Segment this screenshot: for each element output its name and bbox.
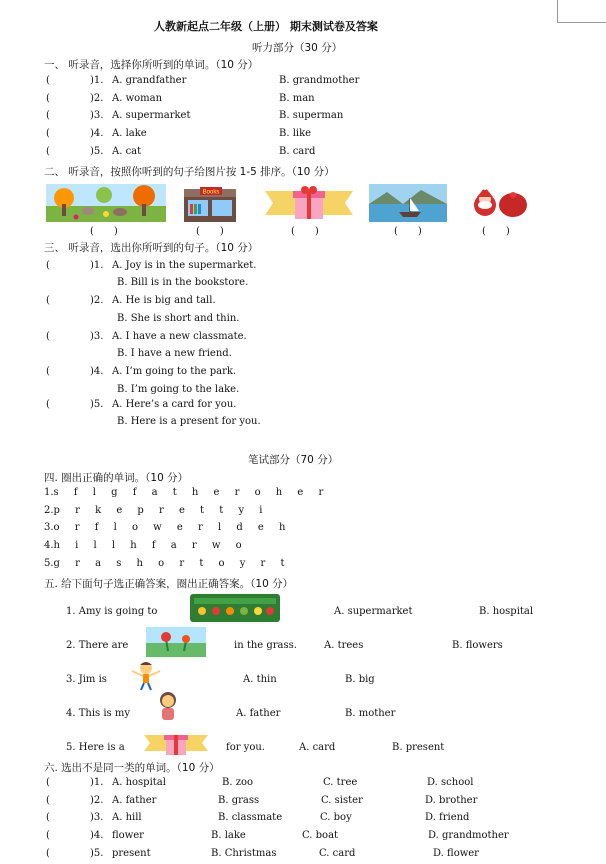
item-number: )4.	[90, 128, 104, 139]
paren: (	[46, 812, 50, 823]
option-a: A. supermarket	[112, 110, 191, 121]
item-number: )5.	[90, 399, 104, 410]
option-c: C. boat	[302, 830, 339, 841]
item-number: )5.	[90, 848, 104, 859]
supermarket-picture	[190, 594, 280, 622]
option-a: A. lake	[112, 128, 147, 139]
option-c: C. tree	[323, 777, 358, 788]
list-item	[44, 487, 323, 498]
option-a: A. Here’s a card for you.	[112, 399, 237, 410]
option-a: A. grandfather	[112, 75, 187, 86]
option-a: A. I have a new classmate.	[112, 331, 247, 342]
paren: (	[46, 128, 50, 139]
list-item	[44, 522, 285, 533]
section-6-heading: 六. 选出不是同一类的单词。（10 分）	[44, 762, 220, 774]
option-b: B. superman	[279, 110, 344, 121]
option-a: A. I’m going to the park.	[112, 366, 237, 377]
answer-blank: ( )	[196, 226, 224, 237]
option-b: B. big	[345, 674, 375, 685]
letter-row: o r f l o w e r l d e h	[53, 522, 286, 533]
option-a: A. hill	[112, 812, 142, 823]
sentence-start: 1. Amy is going to	[66, 606, 158, 617]
sentence-start: 4. This is my	[66, 708, 130, 719]
option-a: A. supermarket	[334, 606, 413, 617]
letter-row: h i l l h f a r w o	[53, 540, 242, 551]
option-d: D. brother	[425, 795, 478, 806]
option-a: A. hospital	[112, 777, 166, 788]
option-b: B. Bill is in the bookstore.	[117, 277, 249, 288]
item-number: )3.	[90, 331, 104, 342]
answer-blank: ( )	[482, 226, 510, 237]
option-a: flower	[112, 830, 144, 841]
letter-row: g r a s h o r t o y r t	[53, 558, 285, 569]
option-a: A. Joy is in the supermarket.	[112, 260, 257, 271]
option-b: B. grandmother	[279, 75, 360, 86]
sentence-start: 3. Jim is	[66, 674, 107, 685]
paren: (	[46, 848, 50, 859]
option-d: D. school	[427, 777, 474, 788]
paren: (	[46, 399, 50, 410]
present-picture	[265, 183, 353, 223]
paren: (	[46, 366, 50, 377]
option-d: D. friend	[425, 812, 470, 823]
option-b: B. She is short and thin.	[117, 313, 240, 324]
lake-picture	[369, 184, 447, 222]
item-number: )5.	[90, 146, 104, 157]
paren: (	[46, 93, 50, 104]
option-a: A. cat	[112, 146, 142, 157]
bookstore-picture	[182, 186, 238, 222]
item-number: )4.	[90, 366, 104, 377]
option-b: B. I’m going to the lake.	[117, 384, 240, 395]
option-b: B. Christmas	[211, 848, 277, 859]
row-number: 4.	[44, 540, 54, 551]
option-b: B. hospital	[479, 606, 534, 617]
thin-boy-picture	[124, 661, 168, 691]
paren: (	[46, 110, 50, 121]
option-a: present	[112, 848, 151, 859]
option-a: A. father	[236, 708, 281, 719]
option-c: C. sister	[321, 795, 363, 806]
gift-picture	[144, 729, 208, 757]
flowers-picture	[146, 627, 206, 657]
option-c: C. boy	[320, 812, 352, 823]
sign-text: Books	[202, 189, 220, 196]
sentence-start: 2. There are	[66, 640, 129, 651]
paren: (	[46, 331, 50, 342]
option-b: B. present	[392, 742, 445, 753]
option-d: D. grandmother	[428, 830, 509, 841]
paren: (	[46, 830, 50, 841]
row-number: 5.	[44, 558, 54, 569]
option-b: B. mother	[345, 708, 396, 719]
item-number: )3.	[90, 110, 104, 121]
option-d: D. flower	[433, 848, 479, 859]
option-b: B. flowers	[452, 640, 503, 651]
section-4-heading: 四. 圈出正确的单词。（10 分）	[44, 472, 189, 484]
option-a: A. He is big and tall.	[112, 295, 216, 306]
option-c: C. card	[319, 848, 356, 859]
row-number: 1.	[44, 487, 54, 498]
row-number: 3.	[44, 522, 54, 533]
option-b: B. Here is a present for you.	[117, 416, 261, 427]
option-a: A. father	[112, 795, 157, 806]
list-item	[44, 505, 262, 516]
option-b: B. card	[279, 146, 316, 157]
row-number: 2.	[44, 505, 54, 516]
paren: (	[46, 795, 50, 806]
option-b: B. I have a new friend.	[117, 348, 232, 359]
option-b: B. man	[279, 93, 315, 104]
item-number: )1.	[90, 75, 104, 86]
mother-picture	[152, 691, 184, 721]
paren: (	[46, 146, 50, 157]
list-item	[44, 558, 285, 569]
section-2-heading: 二、 听录音，按照你听到的句子给图片按 1-5 排序。（10 分）	[44, 166, 335, 178]
list-item	[44, 540, 242, 551]
paren: (	[46, 75, 50, 86]
paren: (	[46, 777, 50, 788]
section-5-heading: 五. 给下面句子选正确答案，圈出正确答案。（10 分）	[44, 578, 294, 590]
item-number: )1.	[90, 260, 104, 271]
option-b: B. grass	[218, 795, 260, 806]
item-number: )3.	[90, 812, 104, 823]
option-b: B. classmate	[218, 812, 283, 823]
answer-blank: ( )	[90, 226, 118, 237]
option-b: B. like	[279, 128, 312, 139]
paren: (	[46, 295, 50, 306]
item-number: )2.	[90, 93, 104, 104]
section-1-heading: 一、 听录音，选择你所听到的单词。（10 分）	[44, 59, 259, 71]
letter-row: s f l g f a t h e r o h e r	[53, 487, 324, 498]
letter-row: p r k e p r e t t y i	[53, 505, 263, 516]
sentence-end: in the grass.	[234, 640, 297, 651]
item-number: )2.	[90, 795, 104, 806]
written-header: 笔试部分（70 分）	[248, 454, 339, 466]
answer-blank: ( )	[291, 226, 319, 237]
listening-header: 听力部分（30 分）	[252, 42, 343, 54]
park-picture	[46, 184, 166, 222]
option-a: A. woman	[112, 93, 163, 104]
item-number: )2.	[90, 295, 104, 306]
item-number: )1.	[90, 777, 104, 788]
item-number: )4.	[90, 830, 104, 841]
sentence-start: 5. Here is a	[66, 742, 125, 753]
paren: (	[46, 260, 50, 271]
page-corner-mark	[557, 0, 606, 23]
option-b: B. zoo	[222, 777, 254, 788]
option-a: A. card	[299, 742, 336, 753]
option-a: A. trees	[324, 640, 364, 651]
santa-picture	[465, 187, 535, 221]
option-a: A. thin	[243, 674, 277, 685]
answer-blank: ( )	[394, 226, 422, 237]
section-3-heading: 三、 听录音，选出你所听到的句子。（10 分）	[44, 242, 259, 254]
page-title: 人教新起点二年级（上册） 期末测试卷及答案	[154, 20, 378, 33]
sentence-end: for you.	[226, 742, 265, 753]
option-b: B. lake	[211, 830, 246, 841]
